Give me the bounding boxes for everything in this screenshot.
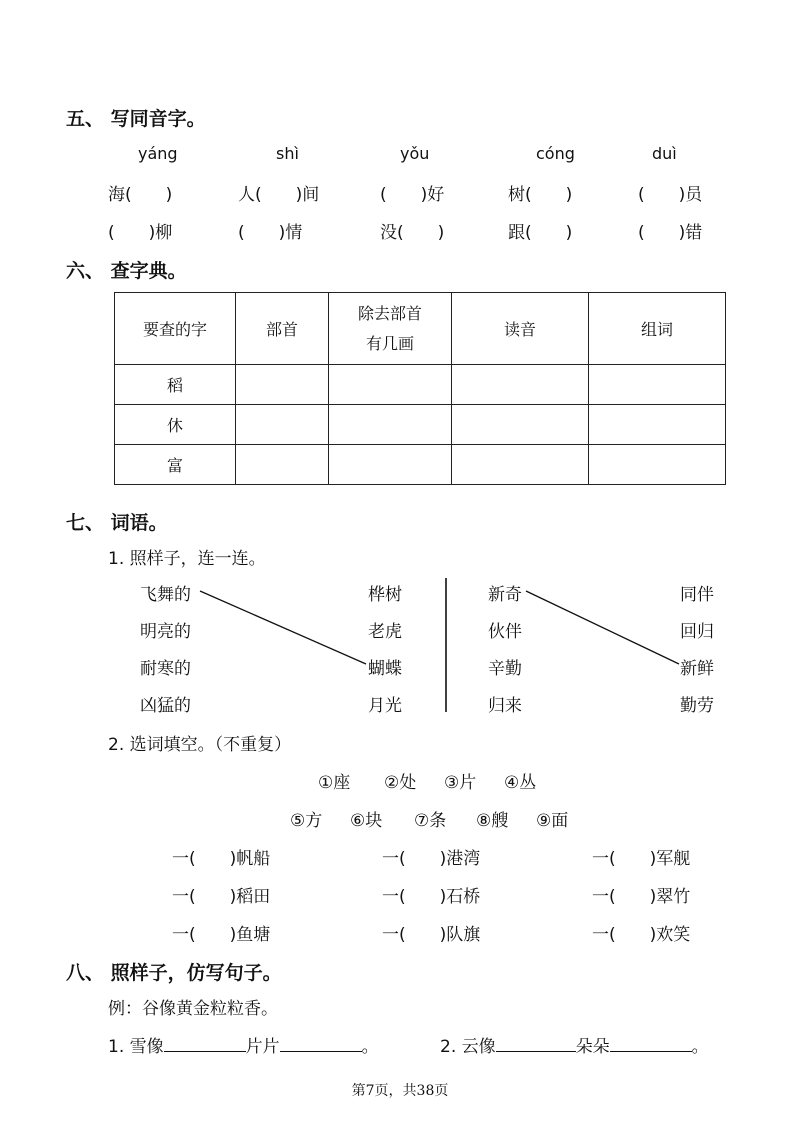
homophone-r2-4: 跟( )	[508, 223, 573, 243]
header-pronunciation: 读音	[452, 293, 589, 365]
option-2: ②处	[384, 773, 417, 793]
match-left-b-3: 蝴蝶	[368, 659, 402, 679]
homophone-r2-1: ( )柳	[108, 223, 173, 243]
match-right-b-2: 回归	[680, 622, 714, 642]
section-8-title: 八、 照样子，仿写句子。	[66, 962, 282, 984]
fill-r1-2: 一( )港湾	[382, 849, 481, 869]
fill-r3-1: 一( )鱼塘	[172, 925, 271, 945]
homophone-r2-2: ( )情	[238, 223, 303, 243]
sentence-1	[108, 1032, 379, 1057]
match-right-b-3: 新鲜	[680, 659, 714, 679]
example-line-right	[526, 591, 679, 664]
pinyin-2: shì	[276, 144, 299, 163]
pinyin-4: cóng	[536, 144, 575, 163]
fill-r3-3: 一( )欢笑	[592, 925, 691, 945]
fill-r1-1: 一( )帆船	[172, 849, 271, 869]
fill-r3-2: 一( )队旗	[382, 925, 481, 945]
section-6-title: 六、 查字典。	[66, 260, 187, 282]
match-right-b-4: 勤劳	[680, 696, 714, 716]
match-left-b-2: 老虎	[368, 622, 402, 642]
q1-title: 1. 照样子，连一连。	[108, 549, 266, 569]
header-radical: 部首	[236, 293, 329, 365]
homophone-r1-1: 海( )	[108, 185, 173, 205]
option-3: ③片	[444, 773, 477, 793]
sentence-2-mid: 朵朵	[575, 1037, 610, 1057]
section-5-title: 五、 写同音字。	[66, 108, 206, 130]
match-left-a-3: 耐寒的	[140, 659, 191, 679]
pinyin-3: yǒu	[400, 144, 430, 163]
match-right-a-4: 归来	[488, 696, 522, 716]
q2-title: 2. 选词填空。（不重复）	[108, 735, 292, 755]
match-left-b-4: 月光	[368, 696, 402, 716]
fill-r2-2: 一( )石桥	[382, 887, 481, 907]
match-left-a-1: 飞舞的	[140, 585, 191, 605]
sentence-2-prefix: 2. 云像	[440, 1037, 496, 1057]
homophone-r1-2: 人( )间	[238, 185, 320, 205]
sentence-1-mid: 片片	[245, 1037, 280, 1057]
option-8: ⑧艘	[476, 811, 509, 831]
char-cell: 富	[115, 445, 236, 485]
page-footer: 第7页，共38页	[351, 1083, 449, 1099]
match-right-a-1: 新奇	[488, 585, 522, 605]
homophone-r1-5: ( )员	[638, 185, 703, 205]
sentence-2-blank-1[interactable]	[496, 1035, 576, 1052]
fill-r1-3: 一( )军舰	[592, 849, 691, 869]
sentence-2	[440, 1032, 709, 1057]
fill-r2-1: 一( )稻田	[172, 887, 271, 907]
example-sentence: 例：谷像黄金粒粒香。	[108, 999, 278, 1019]
sentence-1-prefix: 1. 雪像	[108, 1037, 164, 1057]
option-5: ⑤方	[290, 811, 323, 831]
option-1: ①座	[318, 773, 351, 793]
homophone-r1-4: 树( )	[508, 185, 573, 205]
sentence-1-end: 。	[361, 1037, 379, 1057]
match-right-a-3: 辛勤	[488, 659, 522, 679]
header-char: 要查的字	[115, 293, 236, 365]
pinyin-1: yáng	[138, 144, 178, 163]
match-left-a-4: 凶猛的	[140, 696, 191, 716]
option-9: ⑨面	[536, 811, 569, 831]
match-left-b-1: 桦树	[368, 585, 402, 605]
option-7: ⑦条	[414, 811, 447, 831]
option-4: ④丛	[504, 773, 537, 793]
section-7-title: 七、 词语。	[66, 512, 168, 534]
match-right-a-2: 伙伴	[488, 622, 522, 642]
sentence-1-blank-2[interactable]	[280, 1035, 362, 1052]
homophone-r2-5: ( )错	[638, 223, 703, 243]
match-left-a-2: 明亮的	[140, 622, 191, 642]
match-right-b-1: 同伴	[680, 585, 714, 605]
char-cell: 休	[115, 405, 236, 445]
char-cell: 稻	[115, 365, 236, 405]
header-strokes-line1: 除去部首	[357, 303, 422, 323]
homophone-r1-3: ( )好	[380, 185, 445, 205]
option-6: ⑥块	[350, 811, 383, 831]
pinyin-5: duì	[652, 144, 677, 163]
header-strokes-line2: 有几画	[365, 333, 414, 353]
sentence-1-blank-1[interactable]	[164, 1035, 246, 1052]
example-line-left	[200, 591, 366, 664]
sentence-2-blank-2[interactable]	[610, 1035, 692, 1052]
homophone-r2-3: 没( )	[380, 223, 445, 243]
sentence-2-end: 。	[691, 1037, 709, 1057]
header-words: 组词	[589, 293, 726, 365]
fill-r2-3: 一( )翠竹	[592, 887, 691, 907]
